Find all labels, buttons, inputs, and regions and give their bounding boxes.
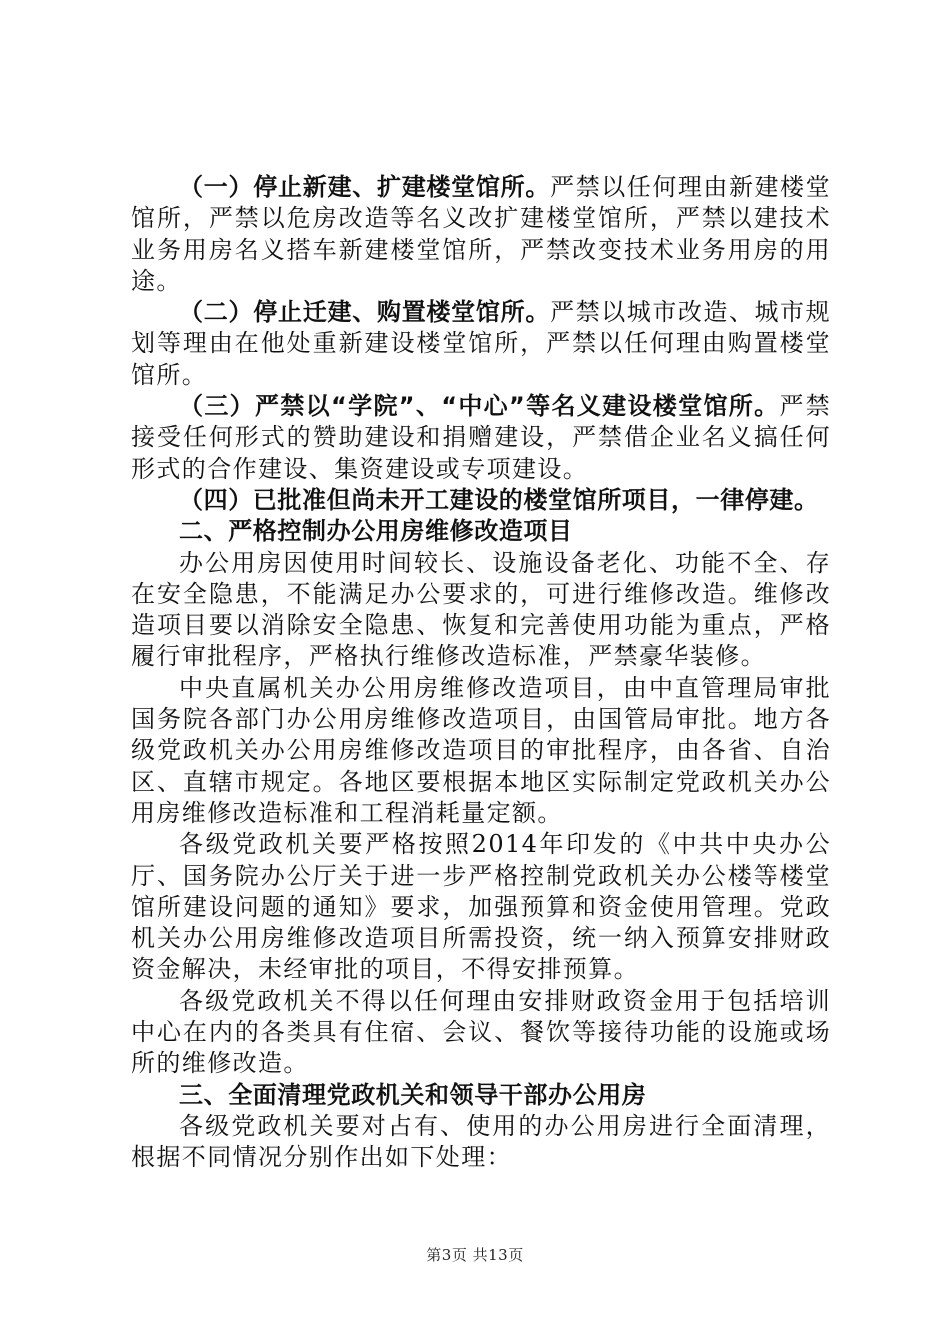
- paragraph-2: [131, 297, 831, 391]
- section2-paragraph-1: 办公用房因使用时间较长、设施设备老化、功能不全、存在安全隐患，不能满足办公要求的，可进行维修改造。维修改造项目要以消除安全隐患、恢复和完善使用功能为重点，严格履行审批程序，严格执行维修改造标准，严禁豪华装修。: [131, 548, 831, 671]
- paragraph-4: [131, 485, 831, 516]
- section-heading-3: 三、全面清理党政机关和领导干部办公用房: [179, 1080, 647, 1109]
- section2-paragraph-3: 各级党政机关要严格按照2014年印发的《中共中央办公厅、国务院办公厅关于进一步严格控制党政机关办公楼等楼堂馆所建设问题的通知》要求，加强预算和资金使用管理。党政机关办公用房维修改造项目所需投资，统一纳入预算安排财政资金解决，未经审批的项目，不得安排预算。: [131, 830, 831, 984]
- paragraph-text: 严禁接受任何形式的赞助建设和捐赠建设，严禁借企业名义搞任何形式的合作建设、集资建设或专项建设。: [131, 392, 831, 483]
- section-heading-2: 二、严格控制办公用房维修改造项目: [179, 517, 573, 546]
- section2-paragraph-2: 中央直属机关办公用房维修改造项目，由中直管理局审批国务院各部门办公用房维修改造项目，由国管局审批。地方各级党政机关办公用房维修改造项目的审批程序，由各省、自治区、直辖市规定。各地区要根据本地区实际制定党政机关办公用房维修改造标准和工程消耗量定额。: [131, 673, 831, 827]
- paragraph-lead: （四）已批准但尚未开工建设的楼堂馆所项目，一律停建。: [179, 485, 819, 514]
- paragraph-text: 严禁以城市改造、城市规划等理由在他处重新建设楼堂馆所，严禁以任何理由购置楼堂馆所。: [131, 298, 831, 389]
- paragraph-3: [131, 391, 831, 485]
- document-body: [131, 172, 831, 1174]
- section2-paragraph-4: 各级党政机关不得以任何理由安排财政资金用于包括培训中心在内的各类具有住宿、会议、餐饮等接待功能的设施或场所的维修改造。: [131, 986, 831, 1078]
- paragraph-lead: （二）停止迁建、购置楼堂馆所。: [179, 298, 551, 327]
- section3-paragraph-1: 各级党政机关要对占有、使用的办公用房进行全面清理，根据不同情况分别作出如下处理：: [131, 1111, 831, 1172]
- paragraph-lead: （三）严禁以“学院”、“中心”等名义建设楼堂馆所。: [179, 392, 780, 421]
- paragraph-lead: （一）停止新建、扩建楼堂馆所。: [179, 173, 551, 201]
- paragraph-1: [131, 172, 831, 297]
- page-number-footer: 第3页 共13页: [426, 1246, 524, 1264]
- paragraph-text: 严禁以任何理由新建楼堂馆所，严禁以危房改造等名义改扩建楼堂馆所，严禁以建技术业务用房名义搭车新建楼堂馆所，严禁改变技术业务用房的用途。: [131, 173, 831, 295]
